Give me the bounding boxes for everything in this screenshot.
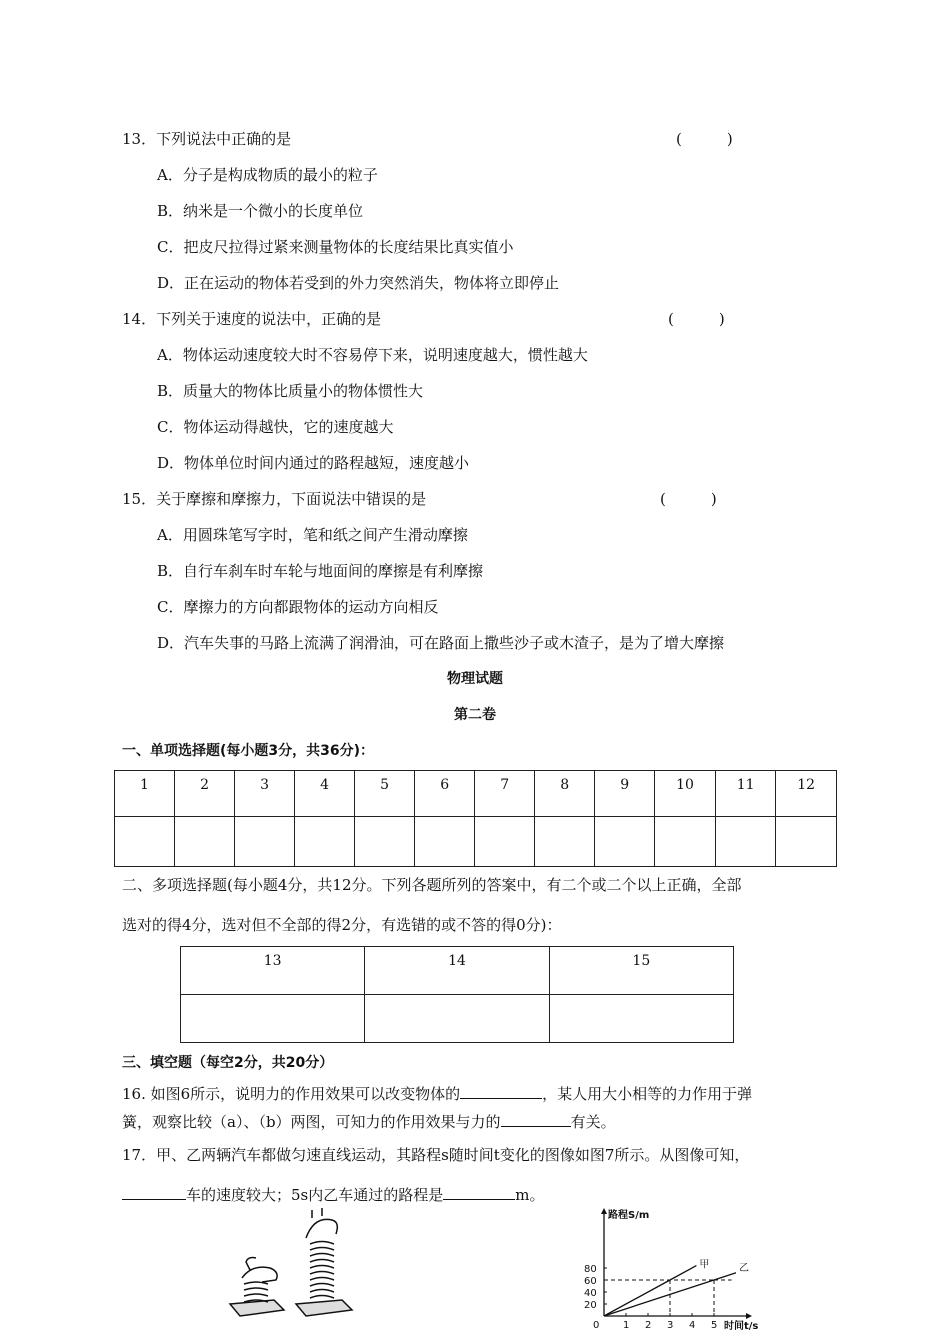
- answer-number: 4: [295, 771, 355, 817]
- q14-option-a: A．物体运动速度较大时不容易停下来，说明速度越大，惯性越大: [157, 346, 588, 364]
- q16-blank-1[interactable]: [460, 1084, 542, 1099]
- answer-number: 6: [415, 771, 475, 817]
- spring-stretched-illustration: [296, 1208, 352, 1316]
- spring-figure: [222, 1208, 362, 1322]
- answer-cell[interactable]: [181, 995, 365, 1043]
- answer-cell[interactable]: [115, 817, 175, 867]
- spring-compressed-illustration: [230, 1258, 284, 1317]
- q16-text-d: 有关。: [570, 1113, 616, 1131]
- answer-cell[interactable]: [235, 817, 295, 867]
- x-tick-label: 2: [645, 1320, 652, 1331]
- answer-cell[interactable]: [535, 817, 595, 867]
- q16-line1: [122, 1083, 752, 1104]
- y-tick-label: 80: [584, 1264, 597, 1275]
- x-tick-label: 5: [711, 1320, 718, 1331]
- q17-text-b: 车的速度较大；5s内乙车通过的路程是: [186, 1186, 444, 1204]
- section3-heading: 三、填空题（每空2分，共20分）: [122, 1055, 334, 1071]
- y-tick-label: 60: [584, 1276, 597, 1287]
- answer-cell[interactable]: [549, 995, 733, 1043]
- answer-number: 2: [175, 771, 235, 817]
- q13-option-a: A．分子是构成物质的最小的粒子: [157, 166, 378, 184]
- origin-label: 0: [593, 1320, 600, 1331]
- q14-option-c: C．物体运动得越快，它的速度越大: [157, 418, 394, 436]
- q14-option-b: B．质量大的物体比质量小的物体惯性大: [157, 382, 424, 400]
- x-tick-label: 4: [689, 1320, 696, 1331]
- answer-number: 7: [475, 771, 535, 817]
- answer-number: 15: [549, 947, 733, 995]
- q13-answer-paren: ( ): [676, 130, 733, 148]
- answer-cell[interactable]: [595, 817, 655, 867]
- x-tick-label: 1: [623, 1320, 630, 1331]
- q15-option-c: C．摩擦力的方向都跟物体的运动方向相反: [157, 598, 439, 616]
- answer-cell[interactable]: [776, 817, 837, 867]
- q16-line2: [122, 1111, 616, 1132]
- answer-number: 1: [115, 771, 175, 817]
- q13-option-d: D．正在运动的物体若受到的外力突然消失，物体将立即停止: [157, 274, 560, 292]
- q17-blank-2[interactable]: [443, 1185, 515, 1200]
- x-axis-label: 时间t/s: [724, 1321, 759, 1332]
- y-axis-arrow: [601, 1208, 607, 1214]
- answer-cell[interactable]: [415, 817, 475, 867]
- series-label: 甲: [699, 1259, 710, 1271]
- q13-option-b: B．纳米是一个微小的长度单位: [157, 202, 364, 220]
- answer-number: 12: [776, 771, 837, 817]
- section2-instructions-line2: 选对的得4分，选对但不全部的得2分，有选错的或不答的得0分)：: [122, 916, 562, 934]
- q15-answer-paren: ( ): [660, 490, 717, 508]
- answer-number: 9: [595, 771, 655, 817]
- q15-option-d: D．汽车失事的马路上流满了润滑油，可在路面上撒些沙子或木渣子，是为了增大摩擦: [157, 634, 725, 652]
- y-axis-label: 路程S/m: [608, 1210, 650, 1221]
- answer-cell[interactable]: [295, 817, 355, 867]
- answer-number: 13: [181, 947, 365, 995]
- q16-text-c: 簧，观察比较（a）、（b）两图，可知力的作用效果与力的: [122, 1113, 501, 1131]
- series-label: 乙: [739, 1262, 749, 1274]
- q17-line2: [122, 1184, 544, 1205]
- volume-title: 第二卷: [454, 707, 496, 723]
- section1-answer-table: [114, 770, 837, 867]
- answer-cell[interactable]: [715, 817, 776, 867]
- x-tick-label: 3: [667, 1320, 674, 1331]
- q17-text-c: m。: [515, 1186, 545, 1204]
- q13-option-c: C．把皮尺拉得过紧来测量物体的长度结果比真实值小: [157, 238, 514, 256]
- q15-stem: 15．关于摩擦和摩擦力，下面说法中错误的是: [122, 490, 427, 508]
- answer-number: 3: [235, 771, 295, 817]
- answer-number: 5: [355, 771, 415, 817]
- answer-cell[interactable]: [175, 817, 235, 867]
- distance-time-chart: [580, 1206, 780, 1334]
- answer-cell[interactable]: [475, 817, 535, 867]
- section1-heading: 一、单项选择题(每小题3分，共36分)：: [122, 743, 375, 759]
- q13-stem: 13．下列说法中正确的是: [122, 130, 292, 148]
- answer-number: 8: [535, 771, 595, 817]
- answer-cell[interactable]: [655, 817, 716, 867]
- q17-line1: 17．甲、乙两辆汽车都做匀速直线运动，其路程s随时间t变化的图像如图7所示。从图像可知，: [122, 1146, 750, 1164]
- section2-instructions-line1: 二、多项选择题(每小题4分，共12分。下列各题所列的答案中，有二个或二个以上正确，全部: [122, 876, 742, 894]
- y-tick-label: 40: [584, 1288, 597, 1299]
- q14-stem: 14．下列关于速度的说法中，正确的是: [122, 310, 382, 328]
- x-axis-arrow: [746, 1313, 752, 1319]
- q15-option-b: B．自行车刹车时车轮与地面间的摩擦是有利摩擦: [157, 562, 484, 580]
- q16-blank-2[interactable]: [501, 1112, 571, 1127]
- q16-text-b: ，某人用大小相等的力作用于弹: [542, 1085, 753, 1103]
- section2-answer-table: [180, 946, 734, 1043]
- answer-cell[interactable]: [355, 817, 415, 867]
- answer-number: 10: [655, 771, 716, 817]
- answer-cell[interactable]: [365, 995, 549, 1043]
- answer-number: 11: [715, 771, 776, 817]
- y-tick-label: 20: [584, 1300, 597, 1311]
- q15-option-a: A．用圆珠笔写字时，笔和纸之间产生滑动摩擦: [157, 526, 468, 544]
- q14-answer-paren: ( ): [668, 310, 725, 328]
- answer-number: 14: [365, 947, 549, 995]
- q16-text-a: 16. 如图6所示，说明力的作用效果可以改变物体的: [122, 1085, 461, 1103]
- q17-blank-1[interactable]: [122, 1185, 186, 1200]
- paper-title: 物理试题: [447, 671, 503, 687]
- q14-option-d: D．物体单位时间内通过的路程越短，速度越小: [157, 454, 470, 472]
